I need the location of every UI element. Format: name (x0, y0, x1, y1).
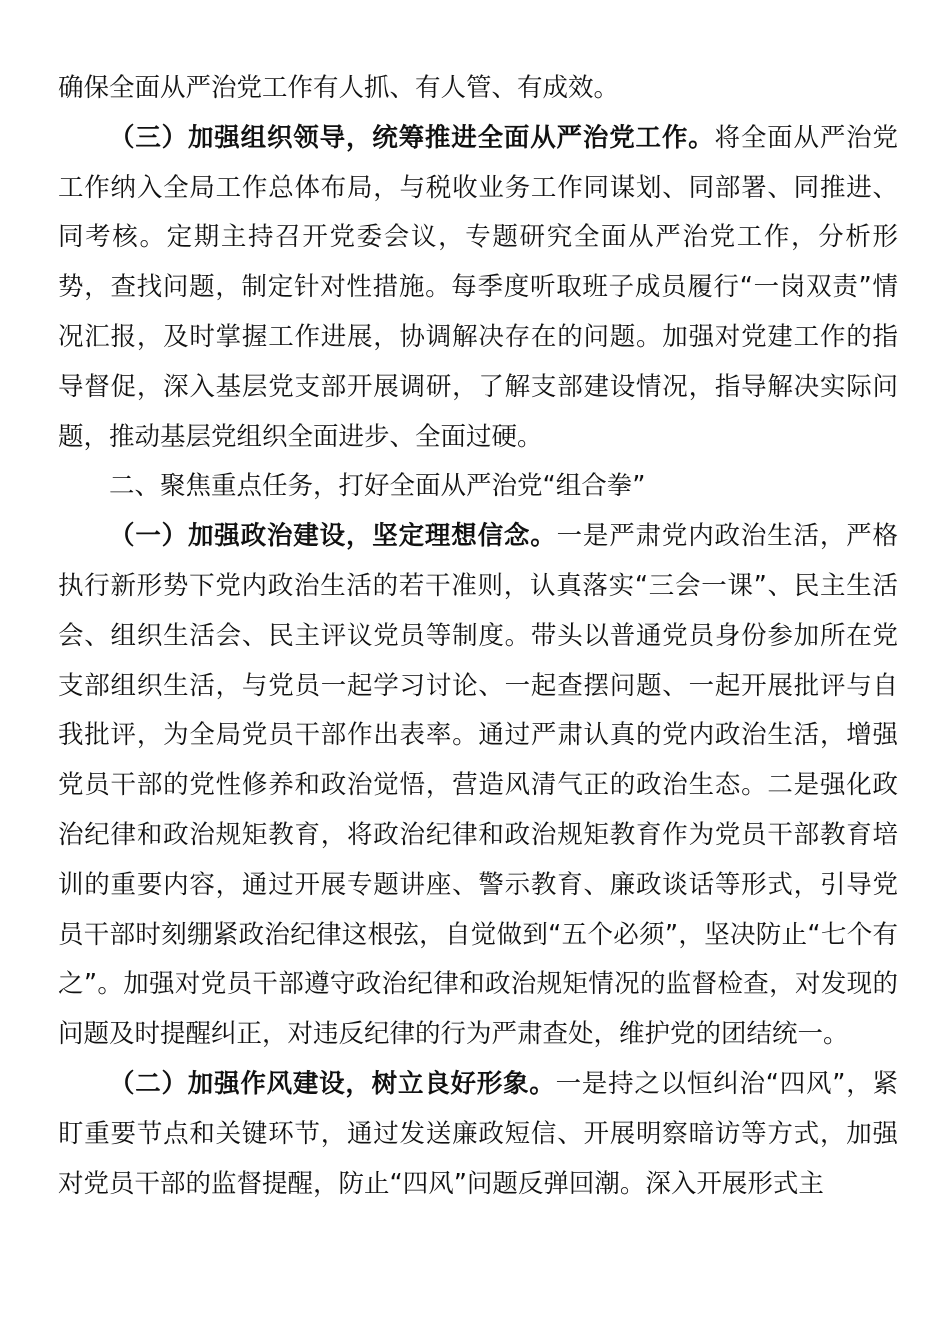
paragraph-continuation: 确保全面从严治党工作有人抓、有人管、有成效。 (58, 73, 620, 103)
paragraph-heading: （二）加强作风建设，树立良好形象。 (109, 1068, 556, 1099)
document-body (58, 64, 898, 1209)
paragraph-heading: （一）加强政治建设，坚定理想信念。 (109, 521, 557, 552)
paragraph-work-style (58, 1060, 898, 1209)
paragraph-heading: （三）加强组织领导，统筹推进全面从严治党工作。 (109, 122, 715, 153)
paragraph-organization-leadership (58, 114, 898, 463)
section-title: 二、聚焦重点任务，打好全面从严治党“组合拳” (109, 471, 646, 502)
paragraph-text: 将全面从严治党工作纳入全局工作总体布局，与税收业务工作同谋划、同部署、同推进、同考核。定期主持召开党委会议，专题研究全面从严治党工作，分析形势，查找问题，制定针对性措施。每季度听取班子成员履行“一岗双责”情况汇报，及时掌握工作进展，协调解决存在的问题。加强对党建工作的指导督促，深入基层党支部开展调研，了解支部建设情况，指导解决实际问题，推动基层党组织全面进步、全面过硬。 (58, 122, 898, 452)
paragraph-text: 一是持之以恒纠治“四风”，紧盯重要节点和关键环节，通过发送廉政短信、开展明察暗访等方式，加强对党员干部的监督提醒，防止“四风”问题反弹回潮。深入开展形式主 (58, 1068, 898, 1199)
paragraph-political-construction (58, 512, 898, 1060)
paragraph-text: 一是严肃党内政治生活，严格执行新形势下党内政治生活的若干准则，认真落实“三会一课”、民主生活会、组织生活会、民主评议党员等制度。带头以普通党员身份参加所在党支部组织生活，与党员一起学习讨论、一起查摆问题、一起开展批评与自我批评，为全局党员干部作出表率。通过严肃认真的党内政治生活，增强党员干部的党性修养和政治觉悟，营造风清气正的政治生态。二是强化政治纪律和政治规矩教育，将政治纪律和政治规矩教育作为党员干部教育培训的重要内容，通过开展专题讲座、警示教育、廉政谈话等形式，引导党员干部时刻绷紧政治纪律这根弦，自觉做到“五个必须”，坚决防止“七个有之”。加强对党员干部遵守政治纪律和政治规矩情况的监督检查，对发现的问题及时提醒纠正，对违反纪律的行为严肃查处，维护党的团结统一。 (58, 521, 898, 1050)
